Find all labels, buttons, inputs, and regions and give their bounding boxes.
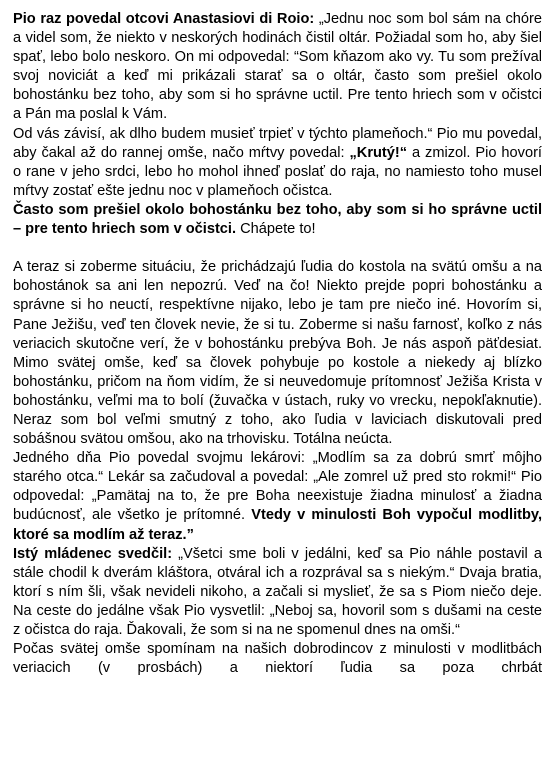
paragraph-farnost bbox=[13, 258, 542, 449]
paragraph-krutý bbox=[13, 125, 542, 201]
paragraph-dobrodinci bbox=[13, 640, 542, 678]
paragraph-spacer bbox=[13, 239, 542, 258]
emphasis-text: Vtedy v minulosti Boh vypočul modlitby, ktoré sa modlím až teraz.” bbox=[13, 507, 542, 543]
paragraph-text: „Jednu noc som bol sám na chóre a videl som, že niekto v neskorých hodinách čistil oltár. Požiadal som ho, aby šiel spať, lebo bolo neskoro. On mi odpovedal: “Som kňazom ako vy. Tu som prežíval svoj noviciát a keď mi prikázali starať sa o oltár, často som prešiel okolo bohostánku bez toho, aby som si ho správne uctil. Pre tento hriech som v očistci a Pán ma poslal k Vám. bbox=[13, 11, 543, 123]
paragraph-bohostanok-emphasis bbox=[13, 201, 542, 239]
paragraph-text: Chápete to! bbox=[236, 221, 316, 238]
paragraph-lekar bbox=[13, 449, 542, 544]
paragraph-text: Počas svätej omše spomínam na našich dobrodincov z minulosti v modlitbách veriacich (v prosbách) a niektorí ľudia sa poza chrbát bbox=[13, 641, 542, 677]
paragraph-text: Od vás závisí, ak dlho budem musieť trpieť v týchto plameňoch.“ Pio mu povedal, aby čakal až do rannej omše, načo mŕtvy povedal: bbox=[13, 125, 542, 161]
emphasis-text: „Krutý!“ bbox=[349, 144, 408, 161]
paragraph-text: a zmizol. Pio hovorí o rane v jeho srdci, lebo ho mohol ihneď poslať do raja, no namiesto toho musel mŕtvy zostať ešte jednu noc v plameňoch očistca. bbox=[13, 144, 542, 199]
paragraph-text: A teraz si zoberme situáciu, že prichádzajú ľudia do kostola na svätú omšu a na bohostánok sa ani len nepozrú. Veď na čo! Niekto prejde popri bohostánku a správne si ho neuctí, respektívne nijako, lebo je tam pre niečo iné. Hovorím si, Pane Ježišu, veď ten človek nevie, že si tu. Zoberme si našu farnosť, koľko z nás veriacich skutočne verí, že v bohostánku prebýva Boh. Je nás aspoň päťdesiat. Mimo svätej omše, keď sa človek pohybuje po kostole a niekedy aj blízko bohostánku, pričom na ňom vidím, že si neuvedomuje prítomnosť Ježiša Krista v bohostánku, veľmi ma to bolí (žuvačka v ústach, ruky vo vrecku, nepokľaknutie). Neraz som bol veľmi smutný z toho, ako ľudia v laviciach diskutovali pred sobášnou svätou omšou, ako na trhovisku. Totálna neúcta. bbox=[13, 259, 542, 448]
document-page bbox=[13, 10, 542, 678]
emphasis-text: Často som prešiel okolo bohostánku bez toho, aby som si ho správne uctil – pre tento hriech som v očistci. bbox=[13, 201, 542, 238]
paragraph-lead: Pio raz povedal otcovi Anastasiovi di Roio: bbox=[13, 11, 315, 27]
paragraph-lead: Istý mládenec svedčil: bbox=[13, 545, 173, 562]
paragraph-text: Jedného dňa Pio povedal svojmu lekárovi: „Modlím sa za dobrú smrť môjho starého otca.“ Lekár sa začudoval a povedal: „Ale zomrel už pred sto rokmi!“ Pio odpovedal: „Pamätaj na to, že pre Boha neexistuje žiadna minulosť a žiadna budúcnosť, ale všetko je prítomné. bbox=[13, 450, 542, 524]
paragraph-text: „Všetci sme boli v jedálni, keď sa Pio náhle postavil a stále chodil k dverám kláštora, otváral ich a rozprával sa s niekým.“ Dvaja bratia, ktorí s ním šli, však nevideli nikoho, a začali si myslieť, že sa s Piom niečo deje. Na ceste do jedálne však Pio vysvetlil: „Neboj sa, hovoril som s dušami na ceste z očistca do raja. Ďakovali, že som si na ne spomenul dnes na omši.“ bbox=[13, 545, 542, 638]
paragraph-pio-anastasio bbox=[13, 10, 542, 125]
paragraph-mladenec bbox=[13, 545, 542, 640]
